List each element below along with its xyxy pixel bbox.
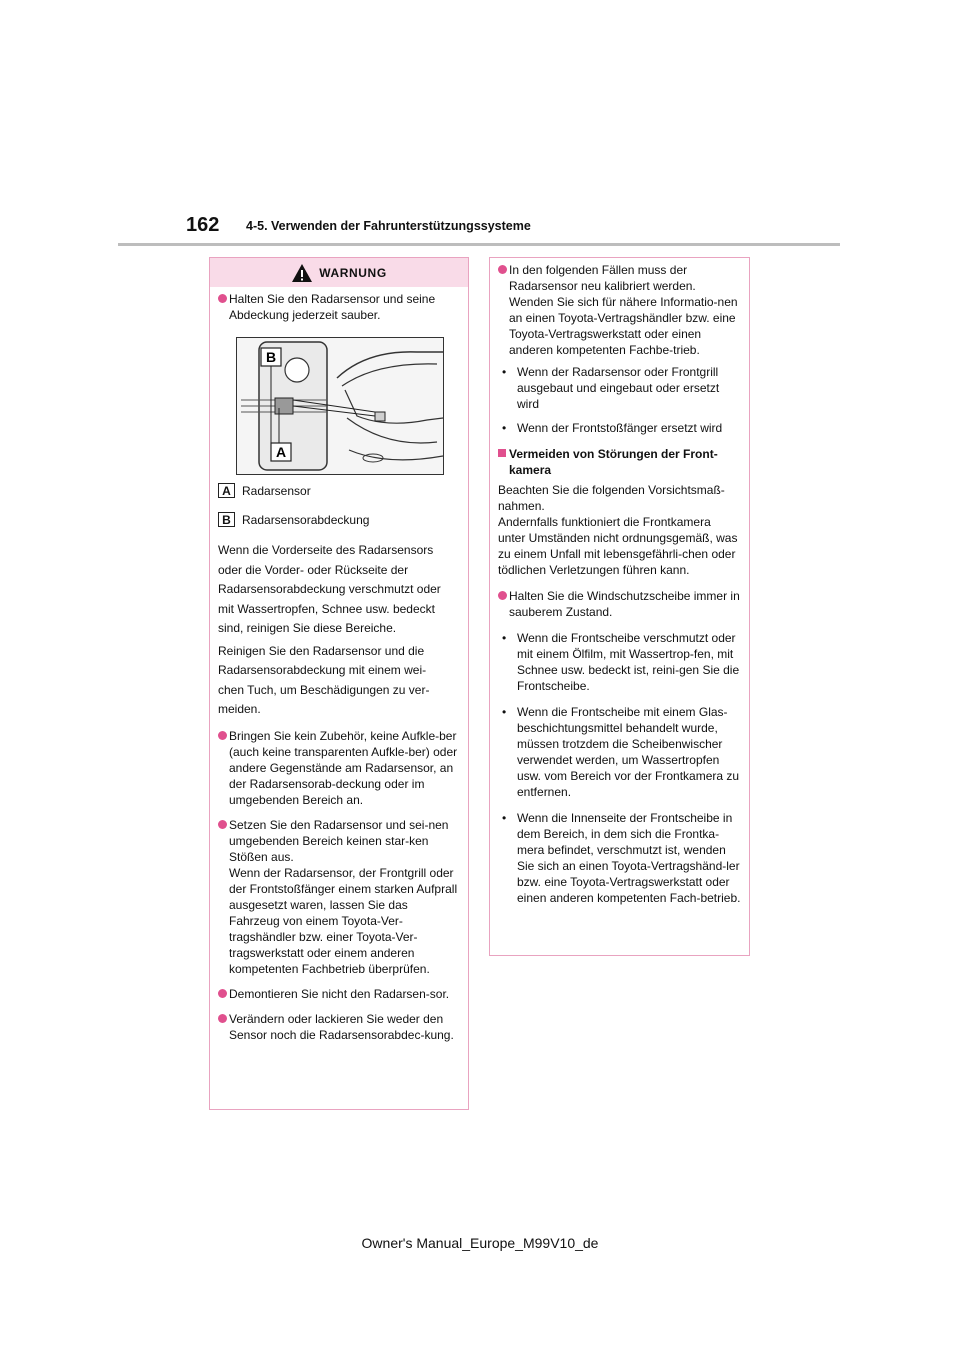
paragraph-line: Radarsensorabdeckung mit einem wei-: [218, 663, 427, 677]
paragraph: [218, 541, 460, 639]
paragraph-line: sind, reinigen Sie diese Bereiche.: [218, 621, 397, 635]
subsection-heading: Vermeiden von Störungen der Front-kamera: [498, 446, 741, 478]
paragraph-line: Wenn die Vorderseite des Radarsensors: [218, 543, 434, 557]
radar-sensor-figure: [236, 337, 444, 475]
radar-sensor-illustration: [237, 338, 443, 474]
list-item: • Wenn die Frontscheibe verschmutzt oder mit einem Ölfilm, mit Wassertrop-fen, mit Schnee usw. bedeckt ist, reini-gen Sie die Frontscheibe.: [498, 630, 741, 694]
list-item: • Wenn die Frontscheibe mit einem Glas-beschichtungsmittel behandelt wurde, müssen trotzdem die Scheibenwischer verwendet werden, um Wassertropfen usw. vom Bereich vor der Frontkamera zu entfernen.: [498, 704, 741, 800]
warning-title: WARNUNG: [319, 265, 387, 280]
paragraph-line: oder die Vorder- oder Rückseite der: [218, 562, 409, 577]
list-item: • Wenn die Innenseite der Frontscheibe in dem Bereich, in dem sich die Frontka-mera befindet, verschmutzt ist, wenden Sie sich an einen Toyota-Vertragshänd-ler bzw. eine Toyota-Vertragswerkstatt oder einen anderen kompetenten Fach-betrieb.: [498, 810, 741, 906]
info-bullet: Halten Sie die Windschutzscheibe immer in sauberem Zustand.: [498, 588, 741, 620]
warning-header: [210, 258, 468, 287]
page-number: 162: [186, 214, 220, 236]
warning-box: [209, 257, 469, 1110]
footer-text: Owner's Manual_Europe_M99V10_de: [361, 1235, 599, 1251]
legend-item-a: [218, 483, 460, 498]
paragraph-line: Reinigen Sie den Radarsensor und die: [218, 643, 425, 658]
paragraph: Beachten Sie die folgenden Vorsichtsmaß-nahmen.: [498, 483, 725, 513]
paragraph-line: Radarsensorabdeckung verschmutzt oder: [218, 582, 441, 596]
bullet-text: Wenn der Radarsensor, der Frontgrill oder der Frontstoßfänger einem starken Aufprall ausgesetzt waren, lassen Sie das Fahrzeug von einem Toyota-Ver-tragshändler bzw. einer Toyota-Ver-tragswerkstatt oder einem anderen kompetenten Fachbetrieb überprüfen.: [229, 865, 458, 976]
warning-bullet: Halten Sie den Radarsensor und seine Abdeckung jederzeit sauber.: [218, 291, 460, 323]
list-item: • Wenn der Frontstoßfänger ersetzt wird: [498, 420, 741, 436]
warning-triangle-icon: [291, 263, 313, 283]
warning-content: [218, 291, 460, 1052]
warning-bullet: Verändern oder lackieren Sie weder den Sensor noch die Radarsensorabdec-kung.: [218, 1011, 460, 1043]
legend-letter-b: B: [218, 512, 235, 527]
paragraph: Andernfalls funktioniert die Frontkamera unter Umständen nicht ordnungsgemäß, was zu einem Unfall mit lebensgefährli-chen oder tödlichen Verletzungen führen kann.: [498, 515, 738, 577]
legend-letter-a: A: [218, 483, 235, 498]
figure-label-a: A: [275, 444, 287, 460]
warning-bullet: Bringen Sie kein Zubehör, keine Aufkle-ber (auch keine transparenten Aufkle-ber) oder andere Gegenstände am Radarsensor, an der Radarsensorab-deckung oder im umgebenden Bereich an.: [218, 728, 460, 808]
warning-bullet: [218, 817, 460, 977]
paragraph-line: chen Tuch, um Beschädigungen zu ver-: [218, 682, 430, 697]
figure-label-b: B: [265, 349, 277, 365]
header-rule: [118, 243, 840, 246]
legend-item-b: [218, 512, 460, 527]
legend-text-a: Radarsensor: [242, 483, 311, 498]
section-title: 4-5. Verwenden der Fahrunterstützungssysteme: [246, 219, 531, 233]
warning-bullet: Demontieren Sie nicht den Radarsen-sor.: [218, 986, 460, 1002]
paragraph: [218, 642, 460, 720]
info-box: [489, 257, 750, 956]
paragraph-line: mit Wassertropfen, Schnee usw. bedeckt: [218, 601, 435, 616]
bullet-text: Setzen Sie den Radarsensor und sei-nen umgebenden Bereich keinen star-ken Stößen aus.: [229, 817, 449, 864]
list-item: • Wenn der Radarsensor oder Frontgrill ausgebaut und eingebaut oder ersetzt wird: [498, 364, 741, 412]
info-bullet: In den folgenden Fällen muss der Radarsensor neu kalibriert werden. Wenden Sie sich für nähere Informatio-nen an einen Toyota-Vertragshändler bzw. eine Toyota-Vertragswerkstatt oder einen anderen kompetenten Fachbe-trieb.: [498, 262, 741, 358]
legend-text-b: Radarsensorabdeckung: [242, 512, 370, 527]
paragraph-line: meiden.: [218, 702, 261, 716]
info-content: [498, 262, 741, 914]
